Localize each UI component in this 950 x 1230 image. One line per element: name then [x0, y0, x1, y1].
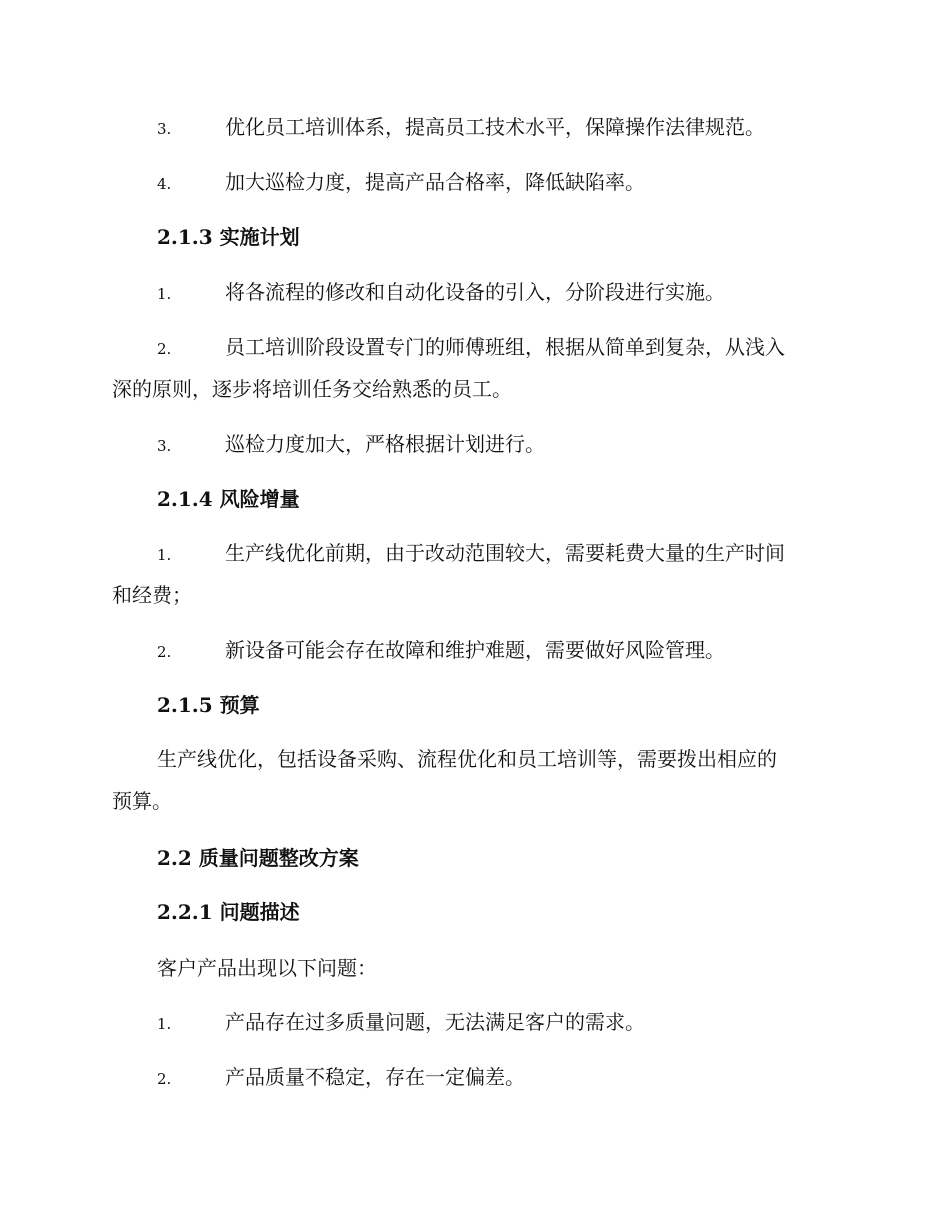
- list-item-text: 加大巡检力度，提高产品合格率，降低缺陷率。: [225, 170, 645, 194]
- section-heading-2-2-1: 2.2.1 问题描述: [157, 900, 300, 924]
- list-number: 2.: [157, 1070, 172, 1088]
- section-heading-2-2: 2.2 质量问题整改方案: [157, 846, 359, 870]
- list-item-text: 将各流程的修改和自动化设备的引入，分阶段进行实施。: [225, 280, 725, 304]
- list-number: 1.: [157, 285, 172, 303]
- list-item-continuation: 深的原则，逐步将培训任务交给熟悉的员工。: [112, 377, 512, 401]
- list-number: 2.: [157, 340, 172, 358]
- list-number: 4.: [157, 175, 172, 193]
- problem-intro: 客户产品出现以下问题：: [157, 956, 377, 980]
- list-item-text: 生产线优化前期，由于改动范围较大，需要耗费大量的生产时间: [225, 541, 785, 565]
- list-item-text: 优化员工培训体系，提高员工技术水平，保障操作法律规范。: [225, 115, 765, 139]
- list-number: 3.: [157, 437, 172, 455]
- list-item-text: 员工培训阶段设置专门的师傅班组，根据从简单到复杂，从浅入: [225, 335, 785, 359]
- budget-paragraph-continuation: 预算。: [112, 789, 172, 813]
- list-item-continuation: 和经费；: [112, 583, 192, 607]
- section-heading-2-1-5: 2.1.5 预算: [157, 693, 260, 717]
- list-number: 1.: [157, 546, 172, 564]
- list-item-text: 巡检力度加大，严格根据计划进行。: [225, 432, 545, 456]
- section-heading-2-1-4: 2.1.4 风险增量: [157, 487, 300, 511]
- section-heading-2-1-3: 2.1.3 实施计划: [157, 225, 300, 249]
- list-number: 1.: [157, 1015, 172, 1033]
- list-item-text: 产品质量不稳定，存在一定偏差。: [225, 1065, 525, 1089]
- list-number: 3.: [157, 120, 172, 138]
- list-item-text: 新设备可能会存在故障和维护难题，需要做好风险管理。: [225, 638, 725, 662]
- budget-paragraph: 生产线优化，包括设备采购、流程优化和员工培训等，需要拨出相应的: [157, 747, 777, 771]
- list-item-text: 产品存在过多质量问题，无法满足客户的需求。: [225, 1010, 645, 1034]
- list-number: 2.: [157, 643, 172, 661]
